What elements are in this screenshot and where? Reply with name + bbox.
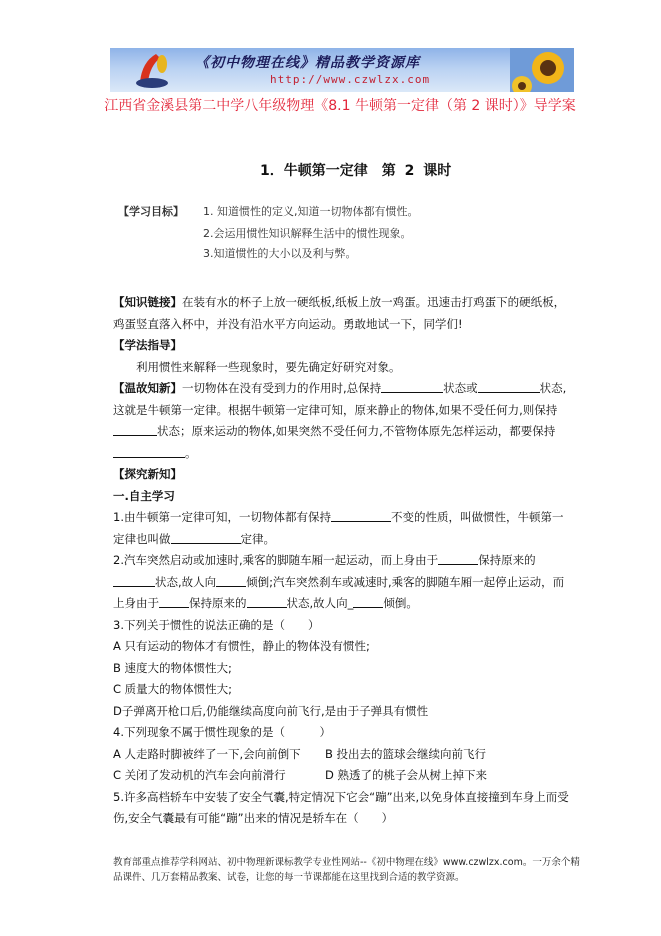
- question-5: 5.许多高档轿车中安装了安全气囊,特定情况下它会“蹦”出来,以免身体直接撞到车身上而受伤,安全气囊最有可能“蹦”出来的情况是轿车在（ ）: [113, 789, 569, 825]
- answer-blank[interactable]: [113, 423, 157, 436]
- review-text: 状态；原来运动的物体,如果突然不受任何力,不管物体原先怎样运动，都要保持: [157, 424, 556, 438]
- knowledge-link-text: 在装有水的杯子上放一硬纸板,纸板上放一鸡蛋。迅速击打鸡蛋下的硬纸板，鸡蛋竖直落入杯中，并没有沿水平方向运动。勇敢地试一下，同学们!: [113, 295, 566, 331]
- question-text: 状态,故人向: [155, 574, 217, 589]
- knowledge-link: [113, 292, 573, 335]
- answer-blank[interactable]: [478, 380, 540, 393]
- objective-item: 3.知道惯性的大小以及利与弊。: [203, 247, 357, 260]
- banner-url[interactable]: http://www.czwlzx.com: [270, 73, 431, 86]
- question-text: 2.汽车突然启动或加速时,乘客的脚随车厢一起运动，而上身由于: [113, 553, 439, 567]
- answer-blank[interactable]: [353, 595, 383, 608]
- question-3-stem: 3.下列关于惯性的说法正确的是（ ）: [113, 617, 320, 632]
- answer-blank[interactable]: [159, 595, 189, 608]
- question-text: 不变的性质，叫做惯性，牛顿第一定律也叫做: [113, 510, 564, 546]
- options-row: [113, 744, 573, 766]
- worksheet-body: [113, 292, 573, 830]
- answer-blank[interactable]: [381, 380, 443, 393]
- question-text: 1.由牛顿第一定律可知，一切物体都有保持: [113, 510, 331, 524]
- answer-blank[interactable]: [438, 552, 478, 565]
- option-b[interactable]: B 投出去的篮球会继续向前飞行: [325, 746, 487, 761]
- sunflower-icon: [510, 48, 574, 92]
- question-text: 定律。: [240, 531, 275, 546]
- option-b[interactable]: B 速度大的物体惯性大;: [113, 660, 232, 675]
- answer-blank[interactable]: [171, 531, 241, 544]
- review-text: 。: [185, 445, 197, 460]
- answer-blank[interactable]: [247, 595, 287, 608]
- question-text: 保持原来的: [478, 553, 536, 567]
- site-logo-icon: [132, 52, 172, 90]
- review-text: 状态,这就是牛顿第一定律。根据牛顿第一定律可知，原来静止的物体,如果不受任何力,则保持: [113, 381, 567, 417]
- objectives-label: 【学习目标】: [118, 205, 184, 218]
- answer-blank[interactable]: [113, 445, 185, 458]
- page-footer: 教育部重点推荐学科网站、初中物理新课标教学专业性网站--《初中物理在线》www.czwlzx.com。一万余个精品课件、几万套精品教案、试卷，让您的每一节课都能在这里找到合适的教学资源。: [113, 857, 580, 883]
- review-section: [113, 378, 573, 464]
- question-4-stem: 4.下列现象不属于惯性现象的是（ ）: [113, 725, 331, 739]
- answer-blank[interactable]: [113, 574, 155, 587]
- question-text: 倾倒。: [383, 596, 418, 610]
- question-1: [113, 507, 573, 550]
- options-row: [113, 765, 573, 787]
- method-guide-text: 利用惯性来解释一些现象时，要先确定好研究对象。: [136, 359, 401, 374]
- question-text: 倾倒;汽车突然刹车或减速时,乘客的脚随车厢一起停止运动，而上身由于: [113, 574, 565, 610]
- banner-title: 《初中物理在线》精品教学资源库: [195, 55, 420, 71]
- question-text: 保持原来的: [189, 596, 247, 610]
- option-d[interactable]: D 熟透了的桃子会从树上掉下来: [325, 768, 488, 782]
- review-label: 【温故知新】: [113, 381, 182, 395]
- review-text: 一切物体在没有受到力的作用时,总保持: [182, 381, 382, 395]
- option-d[interactable]: D子弹离开枪口后,仍能继续高度向前飞行,是由于子弹具有惯性: [113, 703, 429, 718]
- learning-objectives: [118, 199, 428, 291]
- self-study-heading: 一.自主学习: [113, 488, 175, 503]
- answer-blank[interactable]: [216, 574, 246, 587]
- method-guide-label: 【学法指导】: [113, 338, 182, 352]
- question-text: 状态,故人向_: [286, 596, 354, 610]
- option-a[interactable]: A 只有运动的物体才有惯性，静止的物体没有惯性;: [113, 639, 370, 653]
- site-banner: [110, 48, 574, 92]
- knowledge-link-label: 【知识链接】: [113, 295, 182, 309]
- option-c[interactable]: C 质量大的物体惯性大;: [113, 682, 233, 696]
- option-c[interactable]: C 关闭了发动机的汽车会向前滑行: [113, 768, 286, 782]
- objective-item: 1. 知道惯性的定义,知道一切物体都有惯性。: [203, 205, 419, 218]
- answer-blank[interactable]: [331, 509, 391, 522]
- objective-item: 2.会运用惯性知识解释生活中的惯性现象。: [203, 227, 412, 240]
- option-a[interactable]: A 人走路时脚被绊了一下,会向前倒下: [113, 746, 301, 761]
- question-2: [113, 550, 573, 615]
- chapter-title: 1．牛顿第一定律 第 2 课时: [260, 163, 452, 179]
- explore-label: 【探究新知】: [113, 467, 182, 481]
- review-text: 状态或: [443, 381, 478, 395]
- document-title: 江西省金溪县第二中学八年级物理《8.1 牛顿第一定律（第 2 课时）》导学案: [104, 98, 576, 114]
